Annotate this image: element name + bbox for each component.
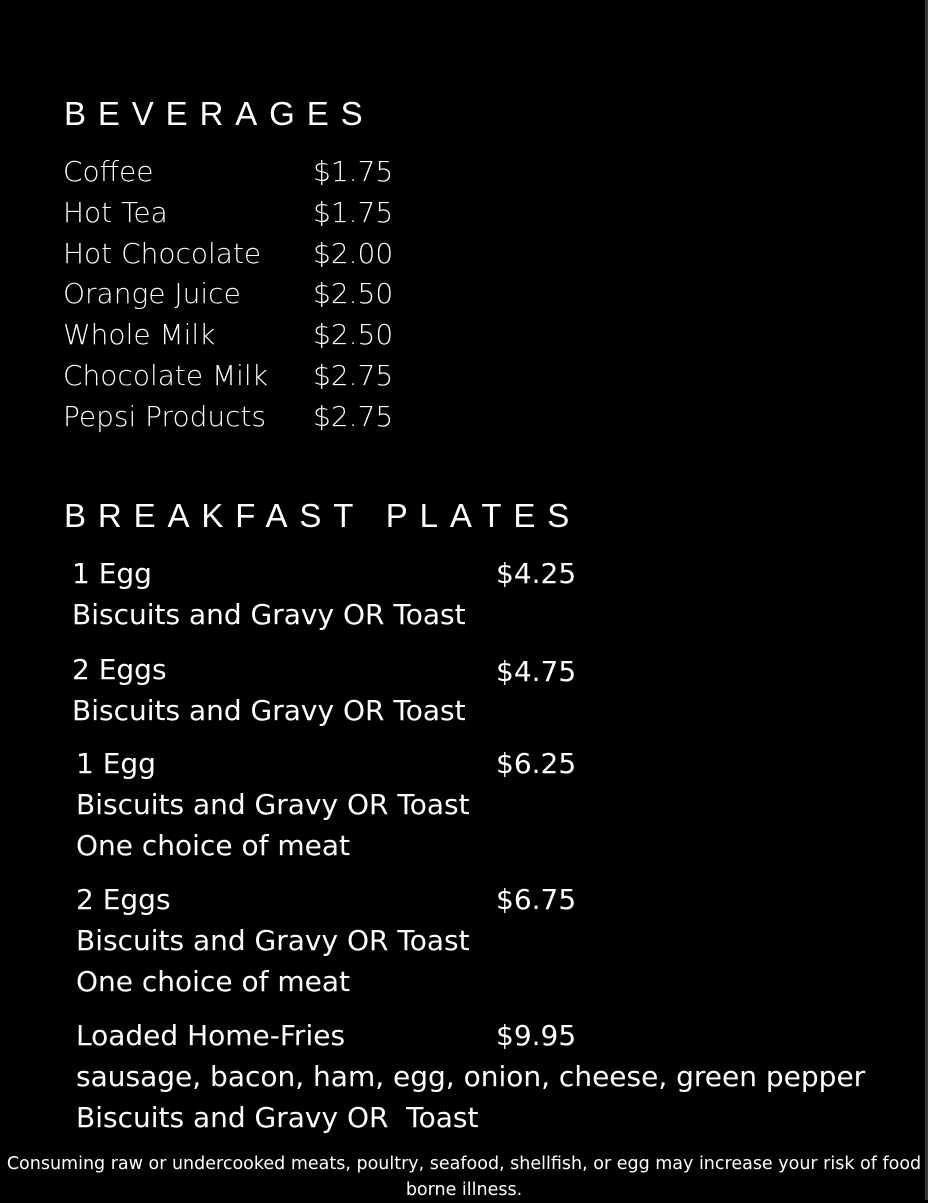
beverage-name: Orange Juice [63, 277, 241, 311]
beverages-list [63, 152, 423, 438]
beverage-name: Hot Chocolate [63, 236, 262, 270]
food-safety-disclaimer: Consuming raw or undercooked meats, poultry, seafood, shellfish, or egg may increase your risk of food borne illness. [6, 1154, 922, 1200]
beverage-price: $1.75 [313, 195, 394, 229]
list-item [63, 274, 423, 315]
plate-description: Biscuits and Gravy OR Toast [76, 1100, 479, 1134]
plate-description: Biscuits and Gravy OR Toast [72, 597, 466, 631]
beverages-heading: BEVERAGES [64, 95, 375, 132]
breakfast-plate-item [76, 1016, 866, 1138]
plate-price: $9.95 [496, 1019, 577, 1052]
beverage-name: Coffee [63, 155, 154, 188]
beverage-price: $2.50 [313, 277, 394, 311]
beverage-price: $2.75 [313, 399, 394, 433]
breakfast-plate-item [72, 650, 832, 732]
breakfast-plate-item [76, 880, 836, 1002]
plate-title: 1 Egg [72, 557, 152, 590]
plate-price: $6.25 [496, 747, 577, 780]
beverage-price: $2.50 [313, 318, 394, 352]
plate-description: Biscuits and Gravy OR Toast [72, 693, 466, 727]
plate-description: sausage, bacon, ham, egg, onion, cheese, green pepper [76, 1059, 866, 1093]
beverage-price: $2.75 [313, 358, 394, 392]
plate-title: 1 Egg [76, 747, 156, 780]
beverage-name: Whole Milk [63, 318, 216, 352]
plate-description: One choice of meat [76, 964, 351, 998]
plate-price: $4.25 [496, 557, 577, 590]
plate-description: Biscuits and Gravy OR Toast [76, 787, 470, 821]
plate-price: $6.75 [496, 883, 577, 916]
list-item [63, 152, 423, 193]
beverage-name: Chocolate Milk [63, 358, 268, 392]
plate-description: One choice of meat [76, 828, 351, 862]
list-item [63, 315, 423, 356]
beverage-price: $1.75 [313, 155, 394, 188]
list-item [63, 193, 423, 234]
plate-title: 2 Eggs [76, 883, 171, 916]
beverage-name: Hot Tea [63, 195, 168, 229]
plate-description: Biscuits and Gravy OR Toast [76, 923, 470, 957]
breakfast-plate-item [76, 744, 836, 866]
beverage-name: Pepsi Products [63, 399, 267, 433]
plate-title: Loaded Home-Fries [76, 1019, 346, 1052]
list-item [63, 397, 423, 438]
list-item [63, 356, 423, 397]
list-item [63, 234, 423, 275]
breakfast-plates-heading: BREAKFAST PLATES [64, 497, 582, 534]
breakfast-plate-item [72, 554, 832, 636]
plate-title: 2 Eggs [72, 653, 167, 686]
plate-price: $4.75 [496, 655, 577, 688]
beverage-price: $2.00 [313, 236, 394, 270]
